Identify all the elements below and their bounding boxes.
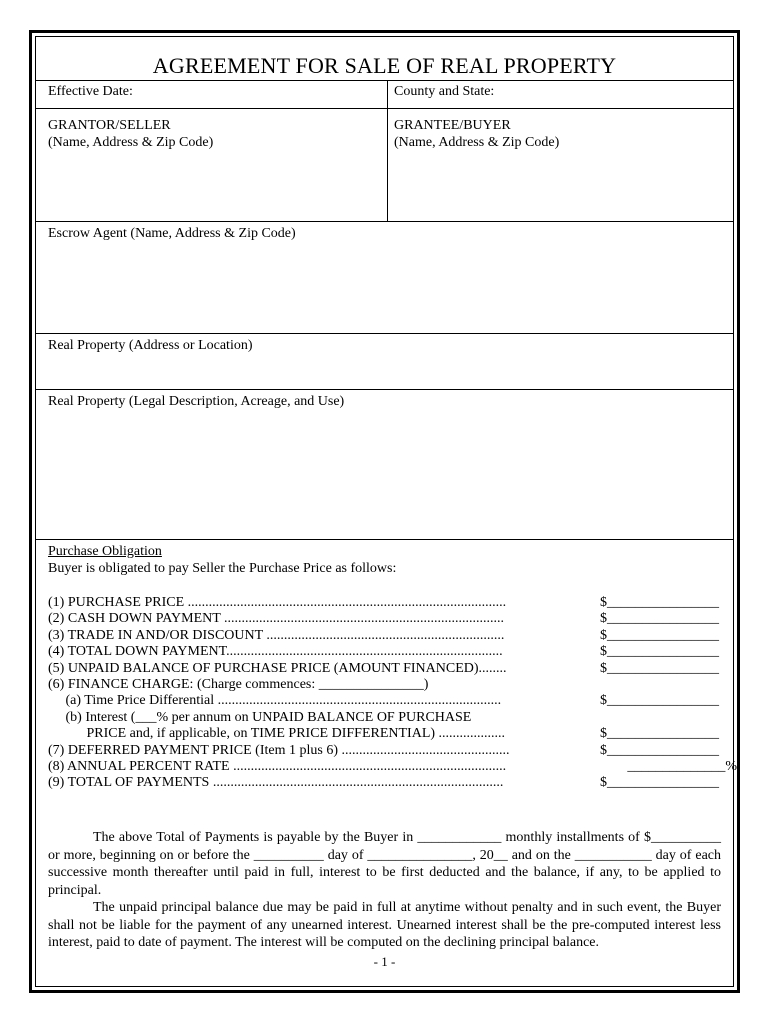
- county-state-label: County and State:: [394, 84, 495, 99]
- item-text: (2) CASH DOWN PAYMENT ................................................................................: [48, 611, 505, 627]
- item-text: (3) TRADE IN AND/OR DISCOUNT ....................................................................: [48, 627, 505, 643]
- escrow-agent-label: Escrow Agent (Name, Address & Zip Code): [48, 226, 296, 241]
- seller-label: GRANTOR/SELLER: [48, 118, 171, 133]
- divider: [36, 539, 733, 540]
- divider: [36, 108, 733, 109]
- item-text: (a) Time Price Differential .................................................................................: [48, 693, 502, 709]
- purchase-item: [48, 759, 737, 775]
- item-amount: $________________: [600, 627, 719, 643]
- purchase-item: [48, 611, 721, 627]
- item-text: (1) PURCHASE PRICE ...........................................................................................: [48, 595, 507, 610]
- item-text: (b) Interest (___% per annum on UNPAID BALANCE OF PURCHASE: [48, 709, 472, 725]
- item-amount: $________________: [600, 644, 719, 660]
- buyer-sublabel: (Name, Address & Zip Code): [394, 135, 560, 150]
- purchase-item: [48, 775, 721, 791]
- document-title: AGREEMENT FOR SALE OF REAL PROPERTY: [152, 53, 617, 78]
- payment-schedule-paragraph: The above Total of Payments is payable by the Buyer in ____________ monthly installments of $__________ or more, beginning on or before the __________ day of _______________, 20__ and on the ___________ day of each successive month thereafter until paid in full, interest to be first deducted and the balance, if any, to be applied to principal.: [48, 830, 721, 898]
- divider: [36, 80, 733, 81]
- purchase-intro: Buyer is obligated to pay Seller the Purchase Price as follows:: [48, 561, 397, 576]
- purchase-item: [48, 644, 721, 660]
- form-frame: [35, 36, 737, 987]
- property-address-label: Real Property (Address or Location): [48, 338, 253, 353]
- purchase-item: [48, 693, 721, 709]
- item-text: (8) ANNUAL PERCENT RATE ..............................................................................: [48, 759, 507, 774]
- payment-terms: [48, 829, 721, 952]
- item-amount: $________________: [600, 595, 719, 610]
- divider: [36, 389, 733, 390]
- item-amount: $________________: [600, 693, 719, 709]
- purchase-item: [48, 628, 721, 644]
- column-divider: [387, 80, 388, 221]
- page-number: - 1 -: [373, 954, 396, 969]
- property-legal-label: Real Property (Legal Description, Acreage, and Use): [48, 394, 345, 409]
- purchase-item: [48, 743, 721, 759]
- item-text: (4) TOTAL DOWN PAYMENT...............................................................................: [48, 644, 503, 660]
- divider: [36, 221, 733, 222]
- purchase-item: [48, 710, 721, 726]
- item-text: (5) UNPAID BALANCE OF PURCHASE PRICE (AMOUNT FINANCED)........: [48, 660, 507, 676]
- purchase-item: [48, 726, 721, 742]
- purchase-item: [48, 595, 721, 611]
- purchase-obligation-heading: Purchase Obligation: [48, 544, 162, 559]
- item-percent: ______________%: [627, 759, 737, 774]
- item-amount: $________________: [600, 742, 719, 758]
- divider: [36, 333, 733, 334]
- page-border: [29, 30, 740, 993]
- item-amount: $________________: [600, 611, 719, 627]
- item-amount: $________________: [600, 775, 719, 791]
- item-text: (9) TOTAL OF PAYMENTS ...................................................................................: [48, 775, 504, 791]
- item-text: PRICE and, if applicable, on TIME PRICE DIFFERENTIAL) ...................: [48, 726, 506, 742]
- effective-date-label: Effective Date:: [48, 84, 133, 99]
- item-amount: $________________: [600, 660, 719, 676]
- buyer-label: GRANTEE/BUYER: [394, 118, 511, 133]
- prepayment-paragraph: The unpaid principal balance due may be paid in full at anytime without penalty and in such event, the Buyer shall not be liable for the payment of any unearned interest. Unearned interest shall be the pre-computed interest less interest, paid to date of payment. The interest will be computed on the declining principal balance.: [48, 900, 721, 950]
- purchase-item: [48, 677, 721, 693]
- item-amount: $________________: [600, 726, 719, 742]
- purchase-item: [48, 661, 721, 677]
- item-text: (6) FINANCE CHARGE: (Charge commences: _______________): [48, 677, 429, 692]
- seller-sublabel: (Name, Address & Zip Code): [48, 135, 214, 150]
- item-text: (7) DEFERRED PAYMENT PRICE (Item 1 plus 6) ................................................: [48, 742, 510, 758]
